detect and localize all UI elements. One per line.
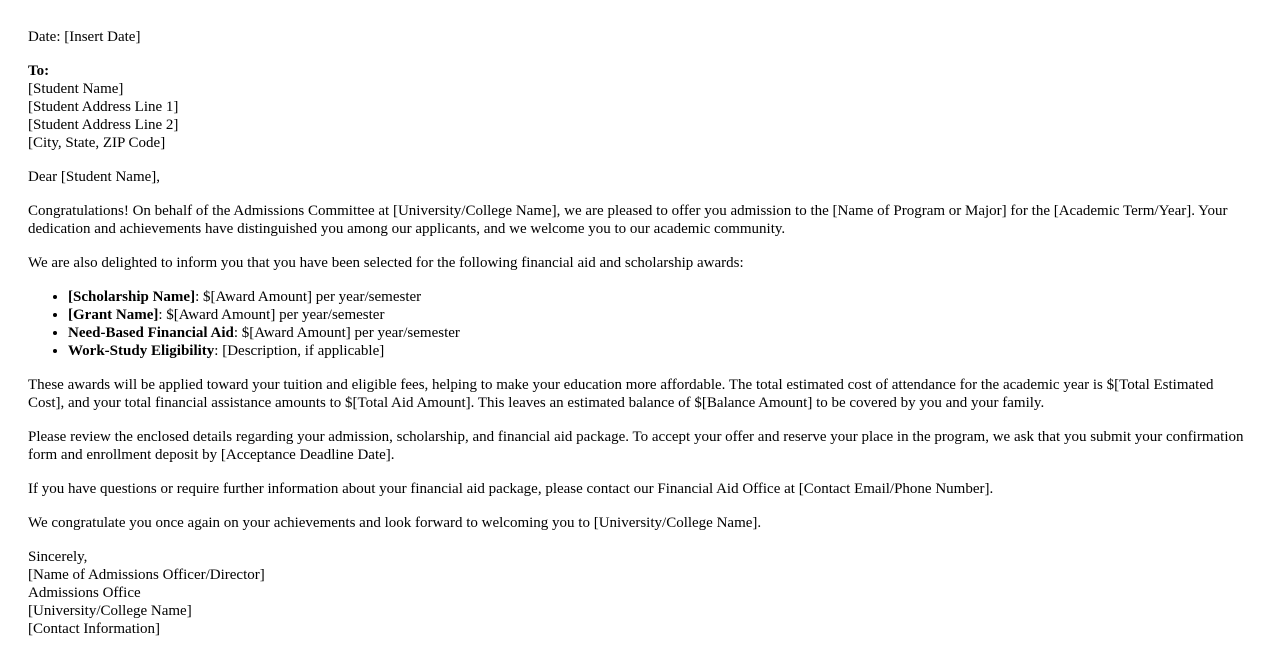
- congrats-paragraph: Congratulations! On behalf of the Admissions Committee at [University/College Name], we are pleased to offer you admission to the [Name of Program or Major] for the [Academic Term/Year]. Your dedication and achievements have distinguished you among our applicants, and we welcome you to our academic community.: [28, 203, 1228, 237]
- costs-paragraph: These awards will be applied toward your tuition and eligible fees, helping to make your education more affordable. The total estimated cost of attendance for the academic year is $[Total Estimated Cost], and your total financial assistance amounts to $[Total Aid Amount]. This leaves an estimated balance of $[Balance Amount] to be covered by you and your family.: [28, 377, 1214, 411]
- closing-word: Sincerely,: [28, 549, 88, 565]
- award-detail: : $[Award Amount] per year/semester: [158, 307, 385, 323]
- recipient-block: [28, 62, 1250, 152]
- award-item: [68, 342, 1250, 360]
- signature-line: [University/College Name]: [28, 603, 192, 619]
- letter: [28, 28, 1250, 638]
- review-paragraph: Please review the enclosed details regarding your admission, scholarship, and financial aid package. To accept your offer and reserve your place in the program, we ask that you submit your confirmation form and enrollment deposit by [Acceptance Deadline Date].: [28, 429, 1244, 463]
- recipient-line: [Student Address Line 1]: [28, 99, 179, 115]
- award-name: [Grant Name]: [68, 307, 159, 323]
- salutation: Dear [Student Name],: [28, 169, 161, 185]
- signature-line: Admissions Office: [28, 585, 141, 601]
- award-detail: : $[Award Amount] per year/semester: [233, 325, 460, 341]
- award-item: [68, 288, 1250, 306]
- award-detail: : [Description, if applicable]: [214, 343, 385, 359]
- awards-list: [28, 288, 1250, 360]
- award-detail: : $[Award Amount] per year/semester: [195, 289, 422, 305]
- recipient-line: [City, State, ZIP Code]: [28, 135, 166, 151]
- recipient-line: [Student Name]: [28, 81, 124, 97]
- recipient-line: [Student Address Line 2]: [28, 117, 179, 133]
- date-line: Date: [Insert Date]: [28, 29, 141, 45]
- questions-paragraph: If you have questions or require further information about your financial aid package, please contact our Financial Aid Office at [Contact Email/Phone Number].: [28, 481, 994, 497]
- to-label: To:: [28, 63, 50, 79]
- award-name: Need-Based Financial Aid: [68, 325, 234, 341]
- signature-line: [Name of Admissions Officer/Director]: [28, 567, 265, 583]
- award-item: [68, 324, 1250, 342]
- aid-intro-paragraph: We are also delighted to inform you that you have been selected for the following financial aid and scholarship awards:: [28, 255, 744, 271]
- signature-block: [28, 548, 1250, 638]
- signature-line: [Contact Information]: [28, 621, 161, 637]
- award-name: Work-Study Eligibility: [68, 343, 215, 359]
- award-name: [Scholarship Name]: [68, 289, 196, 305]
- award-item: [68, 306, 1250, 324]
- closing-note-paragraph: We congratulate you once again on your achievements and look forward to welcoming you to [University/College Name].: [28, 515, 762, 531]
